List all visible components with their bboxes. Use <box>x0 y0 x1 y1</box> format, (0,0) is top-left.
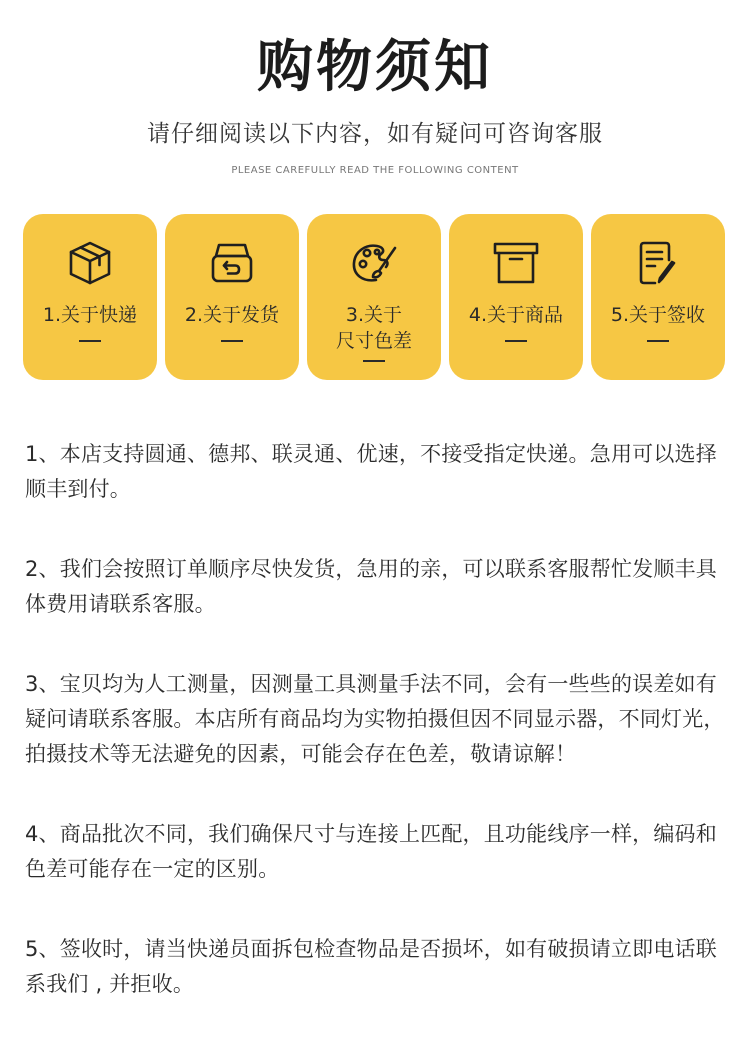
page-title: 购物须知 <box>257 35 493 100</box>
card-dash <box>647 340 669 342</box>
card-product[interactable] <box>449 214 583 380</box>
page-subtitle-english: PLEASE CAREFULLY READ THE FOLLOWING CONTENT <box>231 165 519 176</box>
card-shipping[interactable] <box>165 214 299 380</box>
card-receipt[interactable] <box>591 214 725 380</box>
card-dash <box>363 360 385 362</box>
return-box-icon <box>207 238 257 288</box>
notice-paragraph-4: 4、商品批次不同，我们确保尺寸与连接上匹配，且功能线序一样，编码和色差可能存在一定的区别。 <box>25 822 717 881</box>
notice-paragraph-3: 3、宝贝均为人工测量，因测量工具测量手法不同，会有一些些的误差如有疑问请联系客服。本店所有商品均为实物拍摄但因不同显示器，不同灯光，拍摄技术等无法避免的因素，可能会存在色差，敬请谅解！ <box>25 672 725 766</box>
card-label: 2.关于发货 <box>165 302 299 342</box>
card-dash <box>221 340 243 342</box>
notice-paragraph-5: 5、签收时，请当快递员面拆包检查物品是否损坏，如有破损请立即电话联系我们 , 并拒收。 <box>25 937 717 996</box>
palette-icon <box>349 238 399 288</box>
card-dash <box>505 340 527 342</box>
page-subtitle: 请仔细阅读以下内容，如有疑问可咨询客服 <box>147 121 603 147</box>
card-size-color[interactable] <box>307 214 441 380</box>
storage-box-icon <box>491 238 541 288</box>
card-delivery[interactable] <box>23 214 157 380</box>
card-label: 1.关于快递 <box>23 302 157 342</box>
info-card-row <box>23 214 727 380</box>
card-label: 4.关于商品 <box>449 302 583 342</box>
card-label: 3.关于 尺寸色差 <box>307 302 441 362</box>
card-label: 5.关于签收 <box>591 302 725 342</box>
card-dash <box>79 340 101 342</box>
notice-content <box>25 437 727 1047</box>
package-box-icon <box>65 238 115 288</box>
notice-paragraph-2: 2、我们会按照订单顺序尽快发货，急用的亲，可以联系客服帮忙发顺丰具体费用请联系客服。 <box>25 557 717 616</box>
notice-paragraph-1: 1、本店支持圆通、德邦、联灵通、优速，不接受指定快递。急用可以选择顺丰到付。 <box>25 442 717 501</box>
sign-document-icon <box>633 238 683 288</box>
